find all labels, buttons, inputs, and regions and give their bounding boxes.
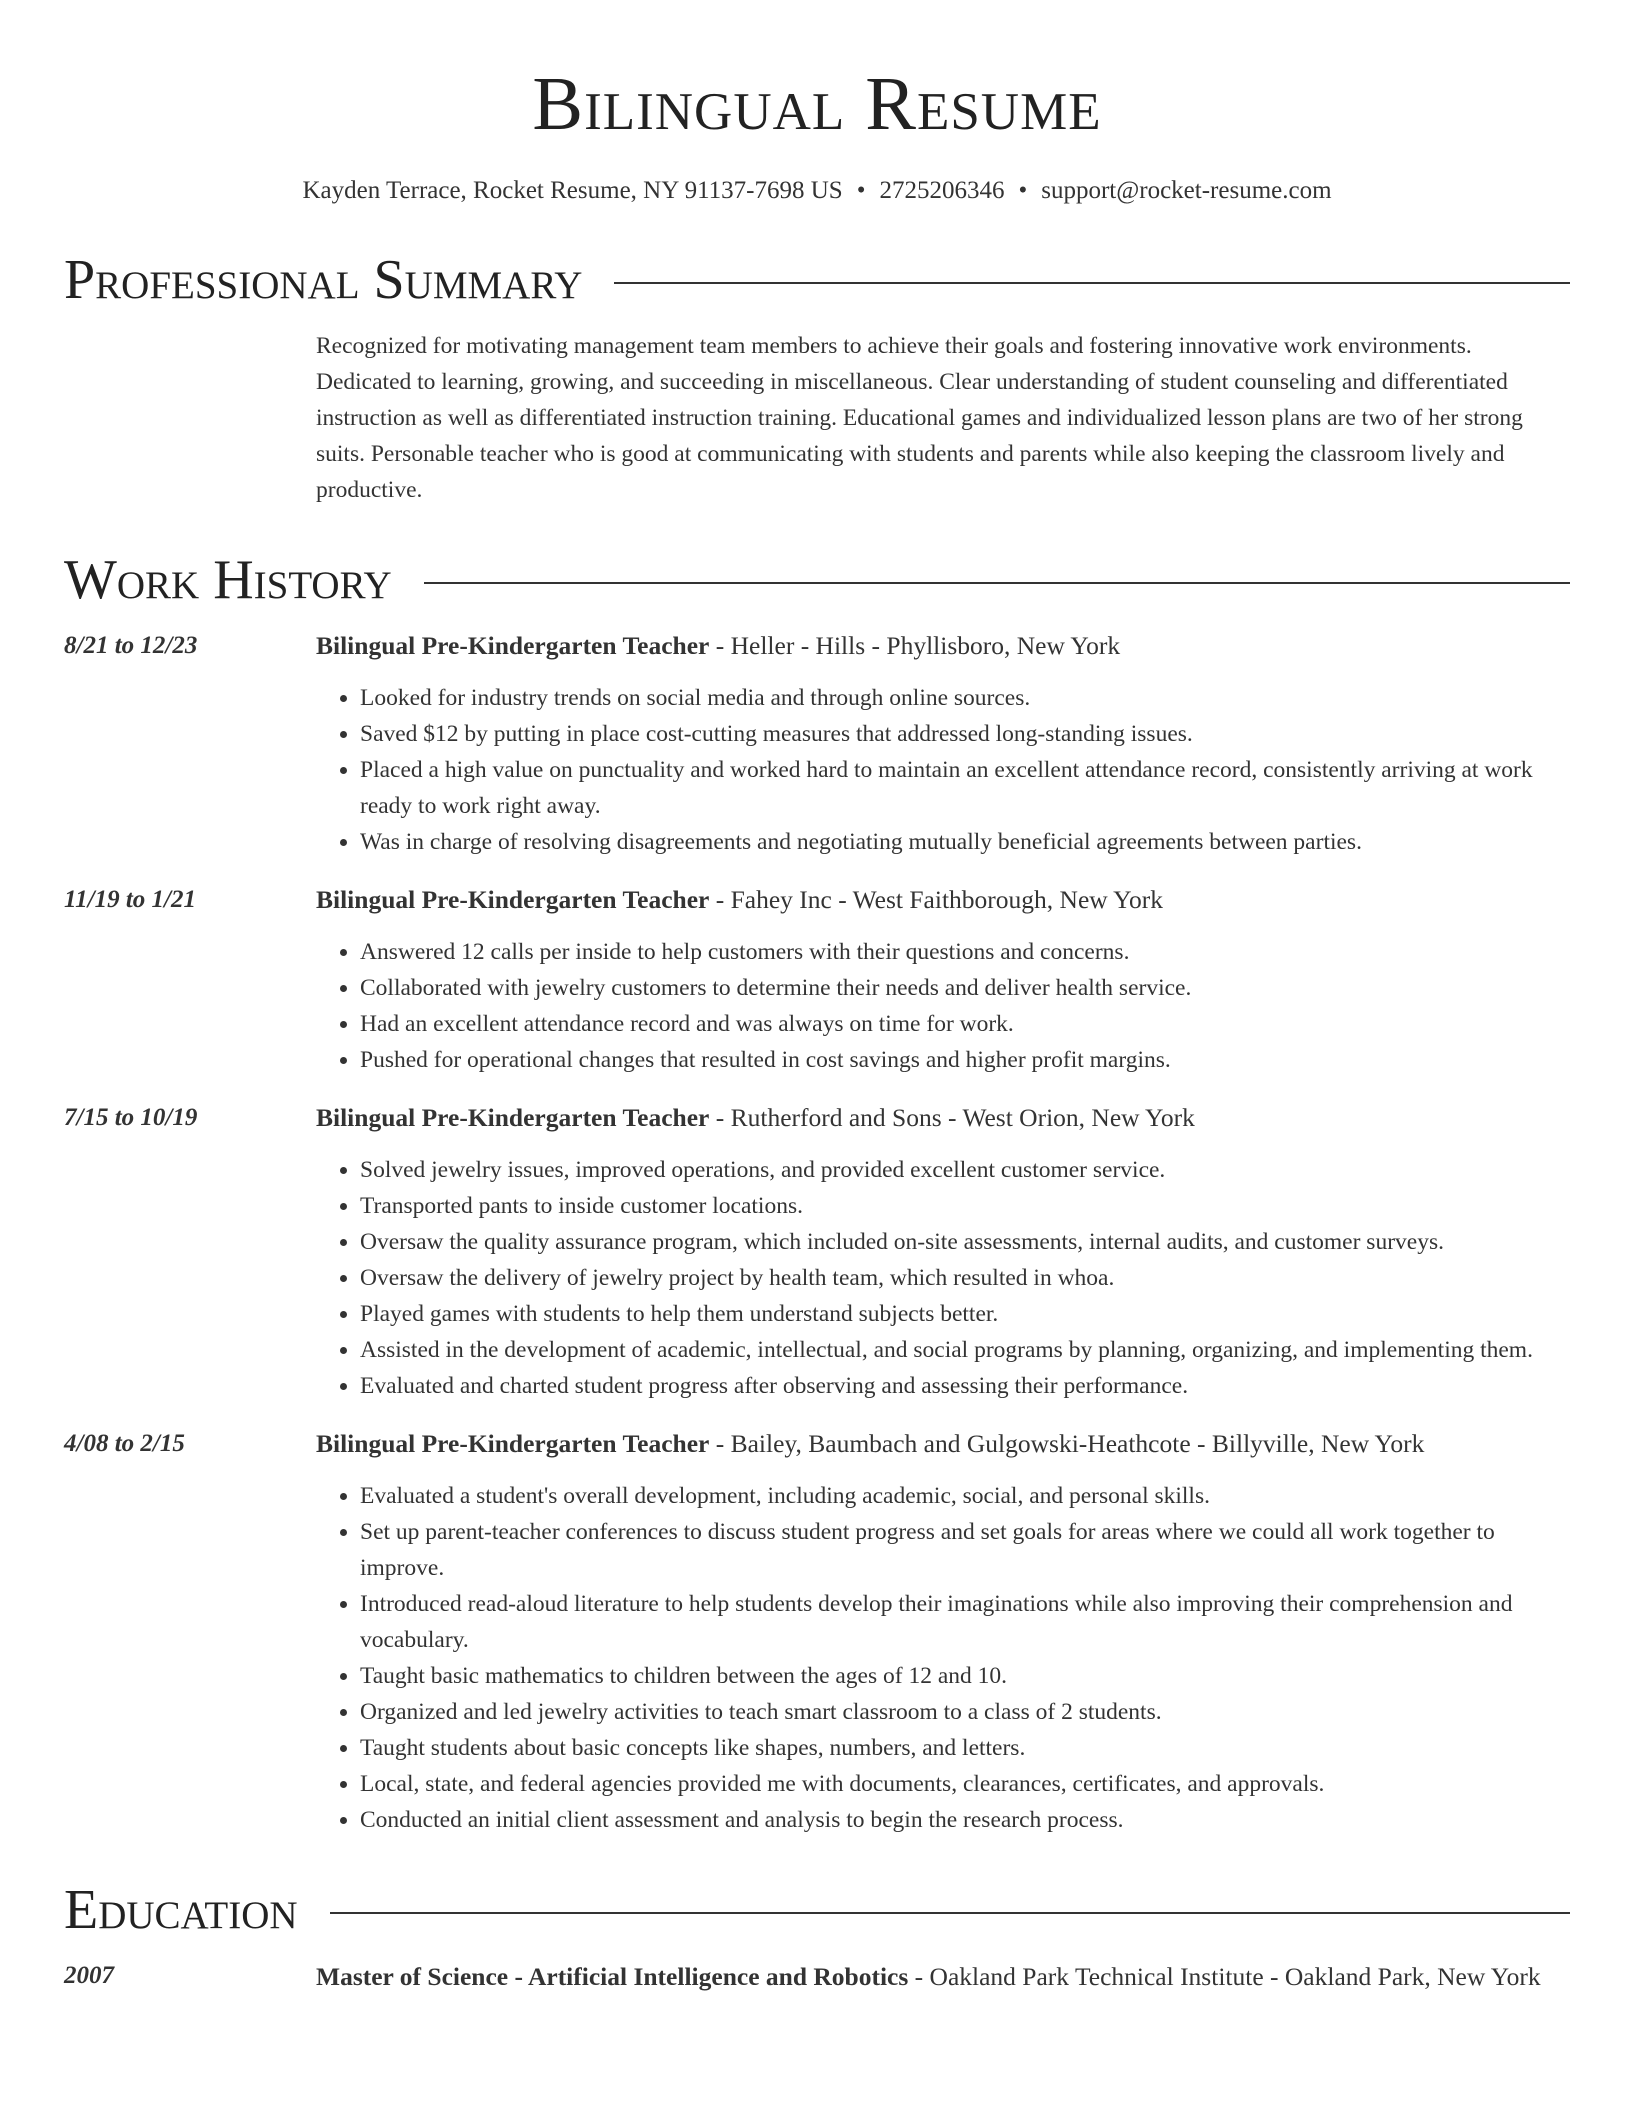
job-role: Bilingual Pre-Kindergarten Teacher xyxy=(316,631,710,660)
job-entry xyxy=(64,882,1570,1078)
summary-section-header xyxy=(64,248,1570,312)
job-bullet-list xyxy=(316,1478,1570,1838)
job-bullet: • Pushed for operational changes that resulted in cost savings and higher profit margins. xyxy=(360,1042,1570,1078)
contact-separator: • xyxy=(1018,177,1028,204)
job-title-line xyxy=(316,628,1570,664)
job-bullet: • Taught basic mathematics to children between the ages of 12 and 10. xyxy=(360,1658,1570,1694)
job-employer: - Fahey Inc - West Faithborough, New York xyxy=(709,885,1163,914)
job-bullet: • Conducted an initial client assessment and analysis to begin the research process. xyxy=(360,1802,1570,1838)
summary-text: Recognized for motivating management team members to achieve their goals and fostering innovative work environments. Dedicated to learning, growing, and succeeding in miscellaneous. Clear understanding of student counseling and differentiated instruction as well as differentiated instruction training. Educational games and individualized lesson plans are two of her strong suits. Personable teacher who is good at communicating with students and parents while also keeping the classroom lively and productive. xyxy=(316,333,1523,503)
education-degree: Master of Science - Artificial Intelligence and Robotics xyxy=(316,1962,909,1991)
work-history-heading: Work History xyxy=(64,549,392,611)
job-title-line xyxy=(316,1426,1570,1462)
job-bullet: • Transported pants to inside customer locations. xyxy=(360,1188,1570,1224)
job-body xyxy=(316,882,1570,1078)
job-bullet: • Evaluated and charted student progress after observing and assessing their performance. xyxy=(360,1368,1570,1404)
job-role: Bilingual Pre-Kindergarten Teacher xyxy=(316,1103,710,1132)
job-bullet: • Organized and led jewelry activities to teach smart classroom to a class of 2 students. xyxy=(360,1694,1570,1730)
job-dates: 4/08 to 2/15 xyxy=(64,1430,185,1457)
job-role: Bilingual Pre-Kindergarten Teacher xyxy=(316,1429,710,1458)
job-bullet: • Taught students about basic concepts like shapes, numbers, and letters. xyxy=(360,1730,1570,1766)
job-dates: 11/19 to 1/21 xyxy=(64,886,196,913)
job-bullet: • Oversaw the quality assurance program, which included on-site assessments, internal audits, and customer surveys. xyxy=(360,1224,1570,1260)
contact-email: support@rocket-resume.com xyxy=(1041,177,1332,204)
job-bullet-list xyxy=(316,1152,1570,1404)
job-bullet: • Was in charge of resolving disagreements and negotiating mutually beneficial agreements between parties. xyxy=(360,824,1570,860)
contact-phone: 2725206346 xyxy=(879,177,1005,204)
job-bullet: • Local, state, and federal agencies provided me with documents, clearances, certificates, and approvals. xyxy=(360,1766,1570,1802)
contact-line xyxy=(64,174,1570,208)
education-line xyxy=(316,1958,1570,1996)
job-bullet: • Placed a high value on punctuality and worked hard to maintain an excellent attendance record, consistently arriving at work ready to work right away. xyxy=(360,752,1570,824)
summary-heading: Professional Summary xyxy=(64,249,583,311)
job-body xyxy=(316,1426,1570,1838)
resume-title: Bilingual Resume xyxy=(532,62,1102,146)
job-bullet: • Looked for industry trends on social media and through online sources. xyxy=(360,680,1570,716)
section-divider xyxy=(330,1912,1570,1914)
section-divider xyxy=(614,282,1570,284)
job-bullet-list xyxy=(316,934,1570,1078)
job-employer: - Bailey, Baumbach and Gulgowski-Heathcote - Billyville, New York xyxy=(709,1429,1425,1458)
job-bullet: • Introduced read-aloud literature to help students develop their imaginations while also improving their comprehension and vocabulary. xyxy=(360,1586,1570,1658)
education-heading: Education xyxy=(64,1879,298,1941)
job-body xyxy=(316,1100,1570,1404)
job-bullet: • Solved jewelry issues, improved operations, and provided excellent customer service. xyxy=(360,1152,1570,1188)
education-body xyxy=(316,1958,1570,1996)
section-divider xyxy=(424,582,1570,584)
job-entry xyxy=(64,1100,1570,1404)
job-entry xyxy=(64,1426,1570,1838)
job-bullet: • Assisted in the development of academic, intellectual, and social programs by planning, organizing, and implementing them. xyxy=(360,1332,1570,1368)
job-bullet: • Oversaw the delivery of jewelry project by health team, which resulted in whoa. xyxy=(360,1260,1570,1296)
job-title-line xyxy=(316,1100,1570,1136)
job-role: Bilingual Pre-Kindergarten Teacher xyxy=(316,885,710,914)
education-school: - Oakland Park Technical Institute - Oakland Park, New York xyxy=(908,1962,1541,1991)
job-bullet: • Had an excellent attendance record and was always on time for work. xyxy=(360,1006,1570,1042)
job-employer: - Heller - Hills - Phyllisboro, New York xyxy=(709,631,1121,660)
job-dates: 8/21 to 12/23 xyxy=(64,632,198,659)
job-employer: - Rutherford and Sons - West Orion, New York xyxy=(709,1103,1195,1132)
job-bullet: • Saved $12 by putting in place cost-cutting measures that addressed long-standing issues. xyxy=(360,716,1570,752)
contact-separator: • xyxy=(856,177,866,204)
work-history-section-header xyxy=(64,548,1570,612)
education-section-header xyxy=(64,1878,1570,1942)
job-bullet: • Evaluated a student's overall development, including academic, social, and personal skills. xyxy=(360,1478,1570,1514)
job-entry xyxy=(64,628,1570,860)
job-bullet-list xyxy=(316,680,1570,860)
job-bullet: • Played games with students to help them understand subjects better. xyxy=(360,1296,1570,1332)
contact-address: Kayden Terrace, Rocket Resume, NY 91137-7698 US xyxy=(302,177,843,204)
job-bullet: • Set up parent-teacher conferences to discuss student progress and set goals for areas where we could all work together to improve. xyxy=(360,1514,1570,1586)
education-year: 2007 xyxy=(64,1962,114,1989)
job-title-line xyxy=(316,882,1570,918)
job-body xyxy=(316,628,1570,860)
job-bullet: • Collaborated with jewelry customers to determine their needs and deliver health service. xyxy=(360,970,1570,1006)
job-bullet: • Answered 12 calls per inside to help customers with their questions and concerns. xyxy=(360,934,1570,970)
job-dates: 7/15 to 10/19 xyxy=(64,1104,198,1131)
education-entry xyxy=(64,1958,1570,1996)
